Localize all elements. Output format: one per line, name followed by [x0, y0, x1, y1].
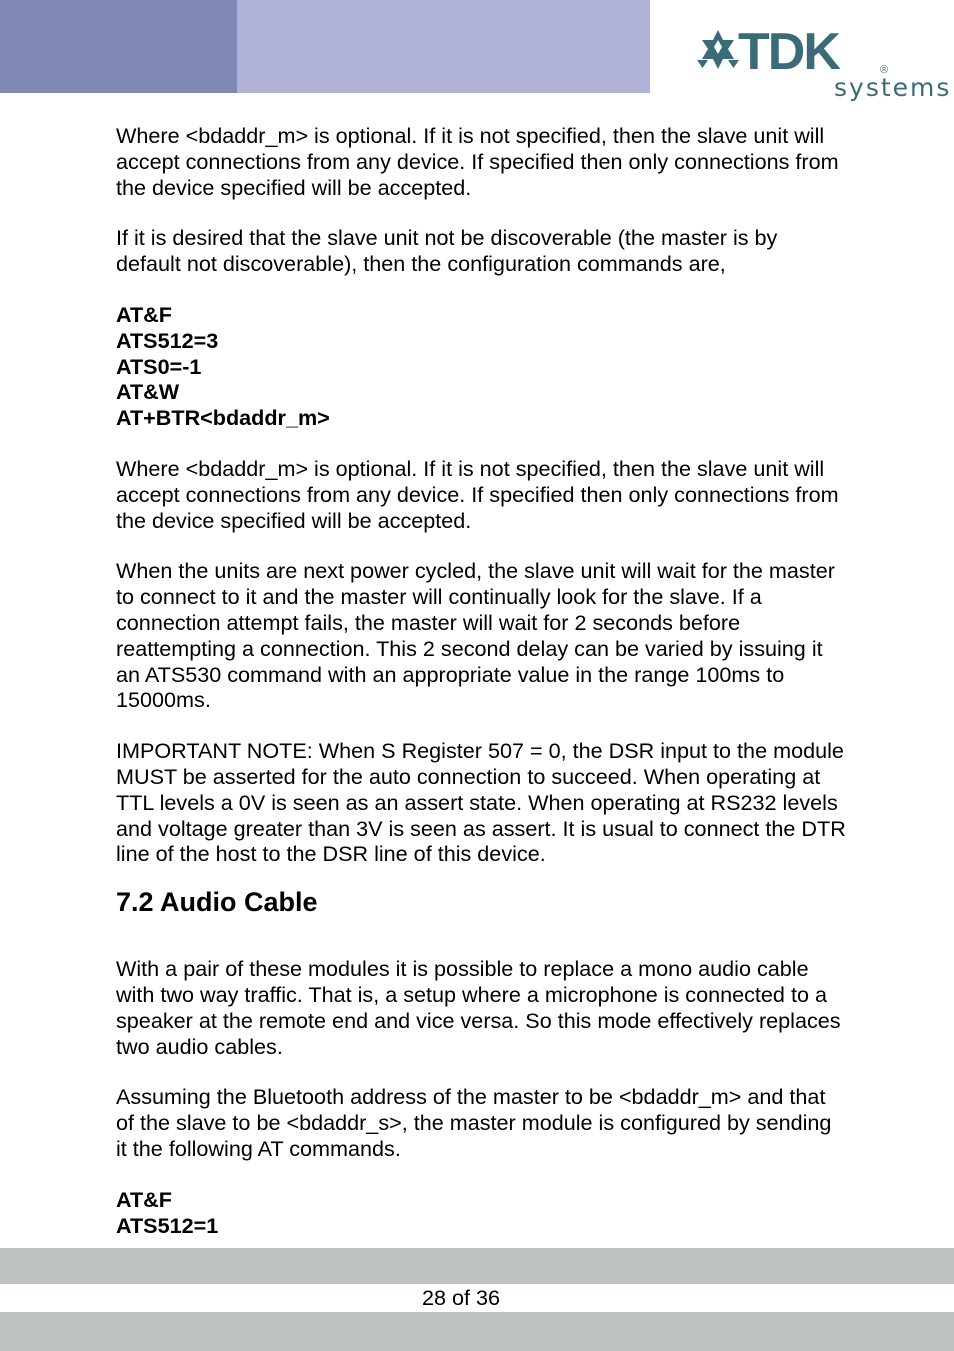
- command-block-1: [116, 302, 846, 431]
- command-line: ATS512=3: [116, 327, 219, 353]
- footer-band-bottom: [0, 1312, 954, 1351]
- header-band-dark: [0, 0, 237, 93]
- paragraph-4: When the units are next power cycled, the slave unit will wait for the master to connect to it and the master will continually look for the slave. If a connection attempt fails, the master will wait for 2 seconds before reattempting a connection. This 2 second delay can be varied by issuing it an ATS530 command with an appropriate value in the range 100ms to 15000ms.: [116, 558, 835, 713]
- page-number: 28 of 36: [421, 1285, 501, 1310]
- paragraph-1: Where <bdaddr_m> is optional. If it is not specified, then the slave unit will accept connections from any device. If specified then only connections from the device specified will be accepted.: [116, 123, 839, 200]
- logo-sub-text: systems: [834, 73, 952, 102]
- header-band-light: [237, 0, 650, 93]
- command-line: ATS0=-1: [116, 353, 202, 379]
- logo-registered-mark: ®: [880, 64, 889, 76]
- command-line: AT+BTR<bdaddr_m>: [116, 405, 330, 431]
- footer-band-top: [0, 1248, 954, 1284]
- command-line: AT&W: [116, 379, 180, 405]
- paragraph-3: Where <bdaddr_m> is optional. If it is not specified, then the slave unit will accept connections from any device. If specified then only connections from the device specified will be accepted.: [116, 455, 839, 533]
- command-block-2: [116, 1187, 846, 1239]
- page-body: [116, 123, 846, 1263]
- paragraph-5-important-note: IMPORTANT NOTE: When S Register 507 = 0, the DSR input to the module MUST be asserted for the auto connection to succeed. When operating at TTL levels a 0V is seen as an assert state. When operating at RS232 levels and voltage greater than 3V is seen as assert. It is usual to connect the DTR line of the host to the DSR line of this device.: [116, 738, 846, 867]
- command-line: AT&F: [116, 301, 172, 327]
- paragraph-6: With a pair of these modules it is possible to replace a mono audio cable with two way traffic. That is, a setup where a microphone is connected to a speaker at the remote end and vice versa. So this mode effectively replaces two audio cables.: [116, 956, 841, 1059]
- command-line: AT&F: [116, 1186, 172, 1212]
- tdk-logo-icon: [694, 23, 952, 102]
- logo-brand-text: TDK: [738, 23, 839, 81]
- paragraph-2: If it is desired that the slave unit not be discoverable (the master is by default not discoverable), then the configuration commands are,: [116, 225, 778, 277]
- paragraph-7: Assuming the Bluetooth address of the master to be <bdaddr_m> and that of the slave to be <bdaddr_s>, the master module is configured by sending it the following AT commands.: [116, 1084, 832, 1161]
- section-heading: 7.2 Audio Cable: [116, 887, 318, 918]
- tdk-systems-logo: [694, 23, 952, 102]
- command-line: ATS512=1: [116, 1212, 219, 1238]
